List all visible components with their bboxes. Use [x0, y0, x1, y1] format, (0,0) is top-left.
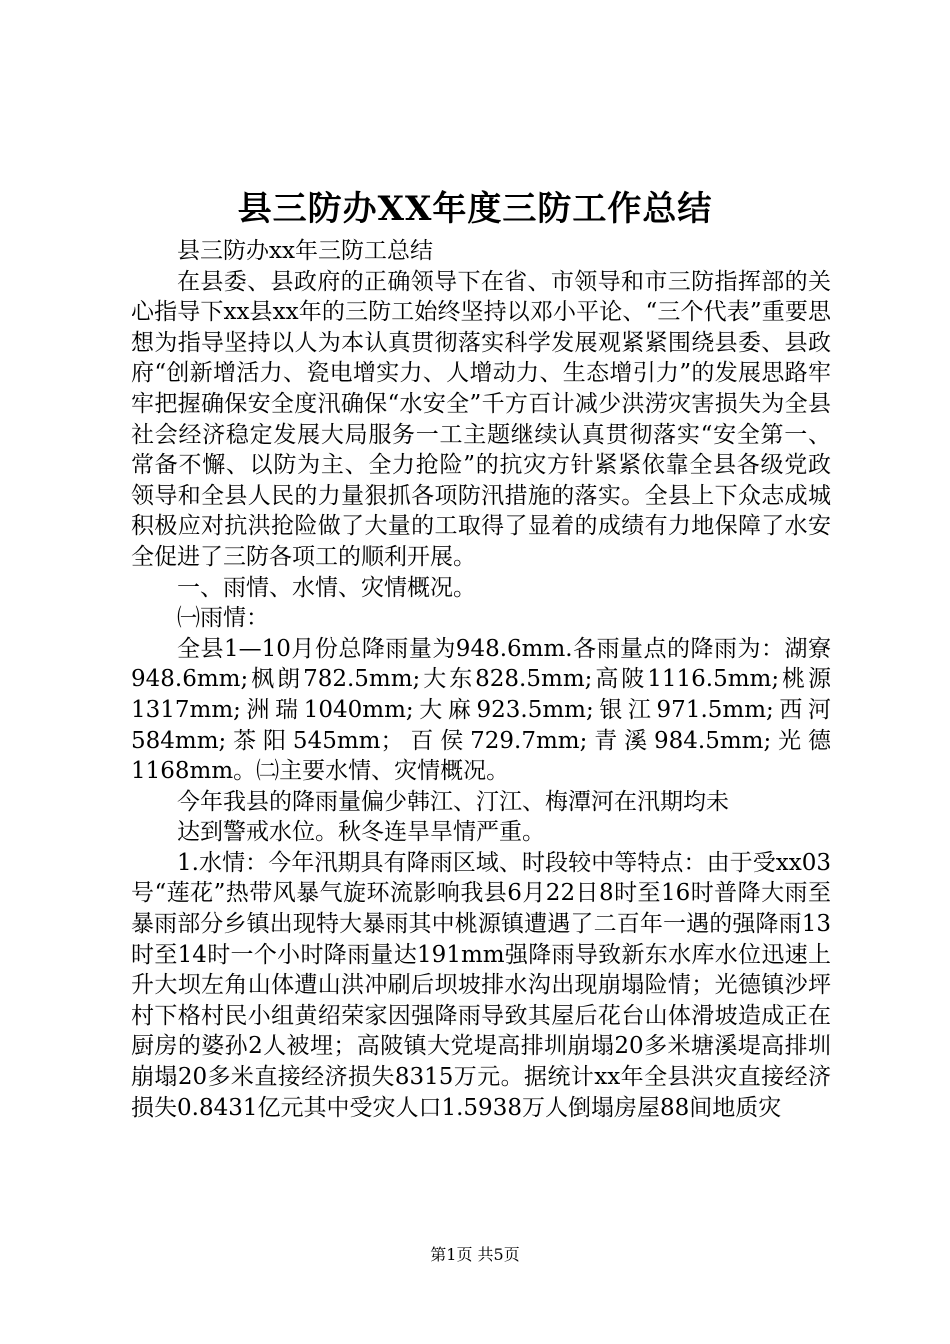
subsection-heading-rain: ㈠雨情： [177, 605, 269, 632]
paragraph-subtitle: 县三防办xx年三防工总结 [177, 238, 433, 264]
section-heading-overview: 一、雨情、水情、灾情概况。 [177, 574, 476, 601]
document-title: 县三防办XX年度三防工作总结 [237, 189, 713, 229]
paragraph-intro: 在县委、县政府的正确领导下在省、市领导和市三防指挥部的关心指导下xx县xx年的三防工始终坚持以邓小平论、“三个代表”重要思想为指导坚持以人为本认真贯彻落实科学发展观紧紧围绕县委、县政府“创新增活力、瓷电增实力、人增动力、生态增引力”的发展思路牢牢把握确保安全度汛确保“水安全”千方百计减少洪涝灾害损失为全县社会经济稳定发展大局服务一工主题继续认真贯彻落实“安全第一、常备不懈、以防为主、全力抢险”的抗灾方针紧紧依靠全县各级党政领导和全县人民的力量狠抓各项防汛措施的落实。全县上下众志成城积极应对抗洪抢险做了大量的工取得了显着的成绩有力地保障了水安全促进了三防各项工的顺利开展。 [131, 268, 831, 570]
paragraph-drought: 达到警戒水位。秋冬连旱旱情严重。 [177, 819, 545, 846]
paragraph-water-situation: 1.水情：今年汛期具有降雨区域、时段较中等特点：由于受xx03号“莲花”热带风暴气旋环流影响我县6月22日8时至16时普降大雨至暴雨部分乡镇出现特大暴雨其中桃源镇遭遇了二百年一遇的强降雨13时至14时一个小时降雨量达191mm强降雨导致新东水库水位迅速上升大坝左角山体遭山洪冲刷后坝坡排水沟出现崩塌险情；光德镇沙坪村下格村民小组黄绍荣家因强降雨导致其屋后花台山体滑坡造成正在厨房的婆孙2人被埋；高陂镇大党堤高排圳崩塌20多米塘溪堤高排圳崩塌20多米直接经济损失8315万元。据统计xx年全县洪灾直接经济损失0.8431亿元其中受灾人口1.5938万人倒塌房屋88间地质灾 [131, 849, 831, 1121]
paragraph-rainfall-low: 今年我县的降雨量偏少韩江、汀江、梅潭河在汛期均未 [177, 788, 729, 815]
paragraph-rainfall: 全县1—10月份总降雨量为948.6mm.各雨量点的降雨为：湖寮948.6mm;枫朗782.5mm;大东828.5mm;高陂1116.5mm;桃源1317mm;洲瑞1040mm;大麻923.5mm;银江971.5mm;西河584mm;茶阳545mm；百侯729.7mm;青溪984.5mm;光德1168mm。㈡主要水情、灾情概况。 [131, 635, 831, 785]
document-body [131, 236, 831, 1123]
page-number: 第1页 共5页 [430, 1245, 520, 1264]
